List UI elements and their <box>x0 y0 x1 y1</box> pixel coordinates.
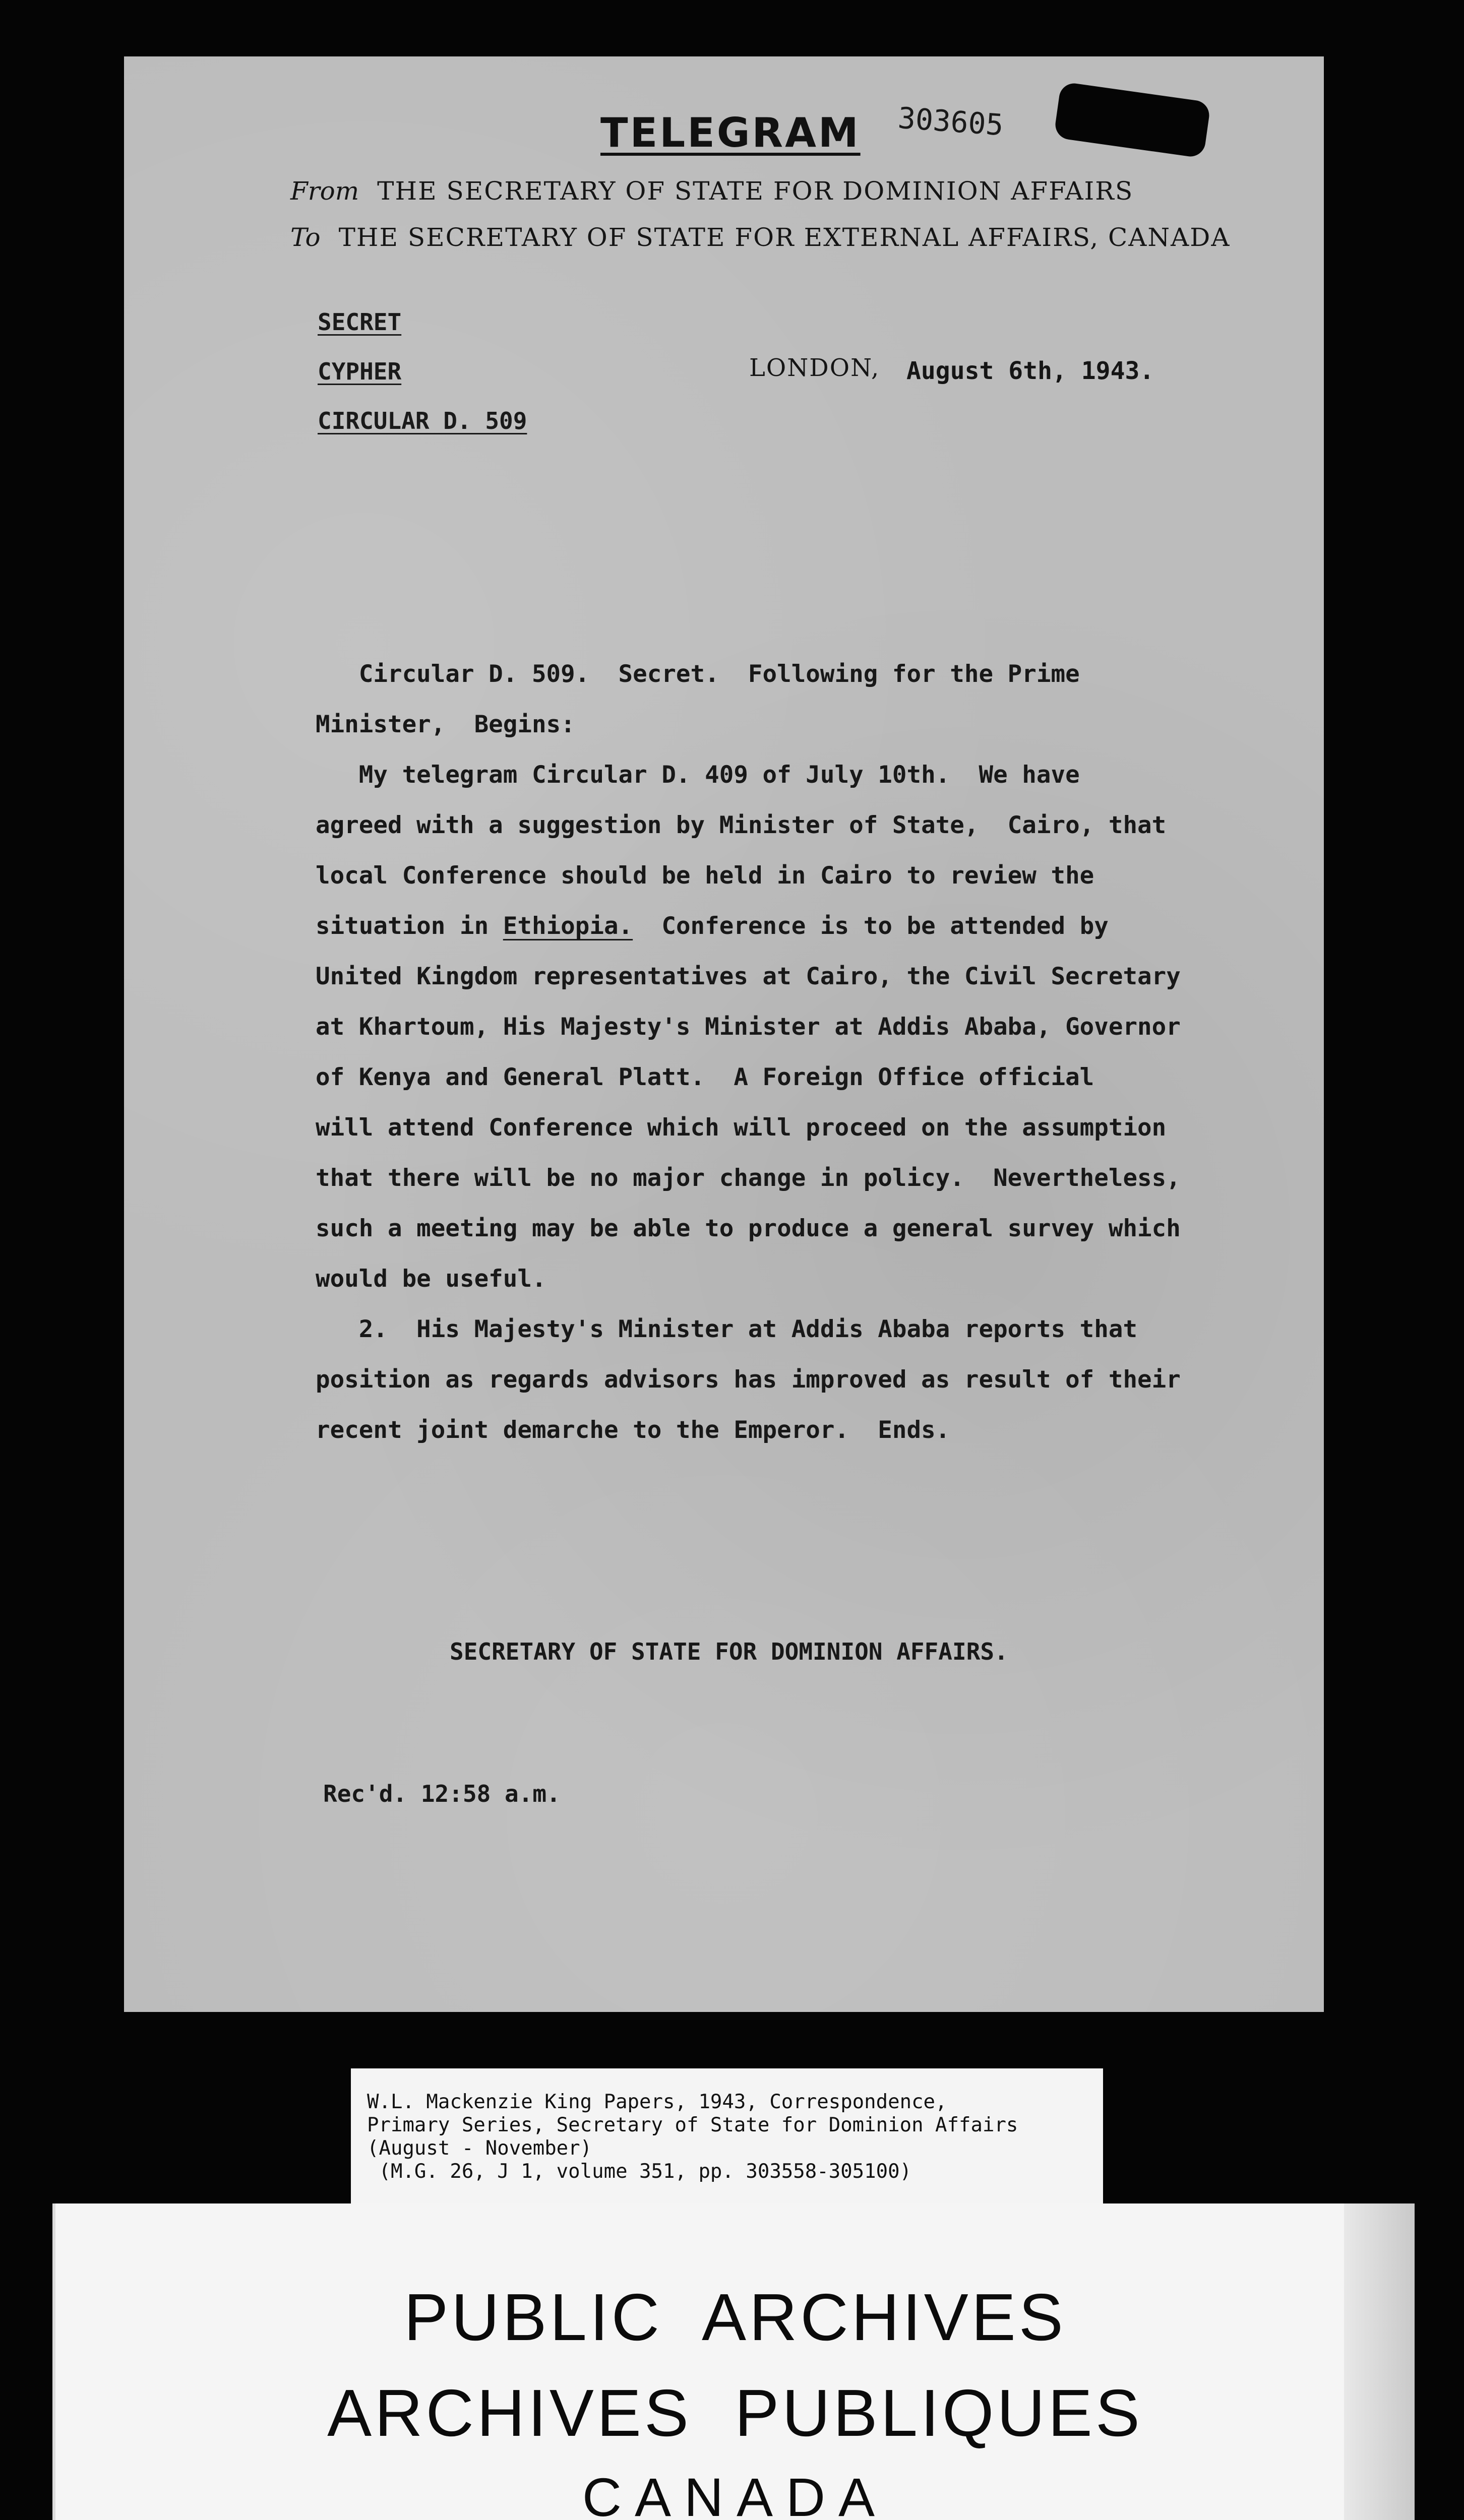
received-line: Rec'd. 12:58 a.m. <box>323 1780 561 1807</box>
body-line: local Conference should be held in Cairo to review the <box>316 862 1094 890</box>
from-label: From <box>290 176 359 206</box>
body-line: that there will be no major change in policy. Nevertheless, <box>316 1164 1181 1192</box>
body-line: recent joint demarche to the Emperor. Ends. <box>316 1416 950 1444</box>
body-line: will attend Conference which will proceed on the assumption <box>316 1114 1167 1142</box>
to-line <box>290 223 1230 252</box>
body-line: would be useful. <box>316 1265 546 1293</box>
body-line: of Kenya and General Platt. A Foreign Office official <box>316 1063 1094 1091</box>
classification-secret: SECRET <box>318 308 402 336</box>
banner-country: CANADA <box>582 2467 888 2520</box>
redaction-mark <box>1054 82 1211 159</box>
classification-cypher: CYPHER <box>318 358 402 385</box>
body-line: 2. His Majesty's Minister at Addis Ababa reports that <box>316 1315 1138 1343</box>
body-line: My telegram Circular D. 409 of July 10th. We have <box>316 761 1080 789</box>
telegram-heading: TELEGRAM <box>600 109 861 156</box>
reference-line: W.L. Mackenzie King Papers, 1943, Correspondence, <box>367 2091 947 2113</box>
ethiopia-underlined: Ethiopia. <box>503 912 633 940</box>
date-line: August 6th, 1943. <box>906 357 1154 385</box>
reference-line: (M.G. 26, J 1, volume 351, pp. 303558-305100) <box>367 2160 912 2183</box>
body-line: United Kingdom representatives at Cairo, the Civil Secretary <box>316 963 1181 990</box>
body-line: at Khartoum, His Majesty's Minister at Addis Ababa, Governor <box>316 1013 1181 1041</box>
stamp-number: 303605 <box>896 100 1005 143</box>
reference-line: Primary Series, Secretary of State for Dominion Affairs <box>367 2114 1018 2136</box>
to-value: THE SECRETARY OF STATE FOR EXTERNAL AFFAIRS, CANADA <box>338 223 1231 252</box>
classification-circular: CIRCULAR D. 509 <box>318 407 527 434</box>
body-line: such a meeting may be able to produce a general survey which <box>316 1215 1181 1242</box>
body-line: agreed with a suggestion by Minister of State, Cairo, that <box>316 811 1167 839</box>
body-text: Conference is to be attended by <box>633 912 1109 940</box>
body-line: Circular D. 509. Secret. Following for the Prime <box>316 660 1080 688</box>
banner-french: ARCHIVES PUBLIQUES <box>327 2376 1143 2450</box>
reference-card <box>351 2068 1103 2203</box>
from-line <box>290 176 1133 206</box>
body-line: Minister, Begins: <box>316 711 575 738</box>
telegram-sheet <box>124 56 1324 2012</box>
body-text: situation in <box>316 912 503 940</box>
from-value: THE SECRETARY OF STATE FOR DOMINION AFFAIRS <box>377 176 1134 206</box>
place-line: LONDON, <box>749 354 880 382</box>
body-line <box>316 912 1233 940</box>
reference-line: (August - November) <box>367 2137 592 2160</box>
body-line: position as regards advisors has improved as result of their <box>316 1366 1181 1394</box>
archive-banner <box>52 2203 1415 2520</box>
banner-english: PUBLIC ARCHIVES <box>404 2280 1066 2354</box>
to-label: To <box>290 223 321 252</box>
signature-line: SECRETARY OF STATE FOR DOMINION AFFAIRS. <box>450 1638 1008 1665</box>
